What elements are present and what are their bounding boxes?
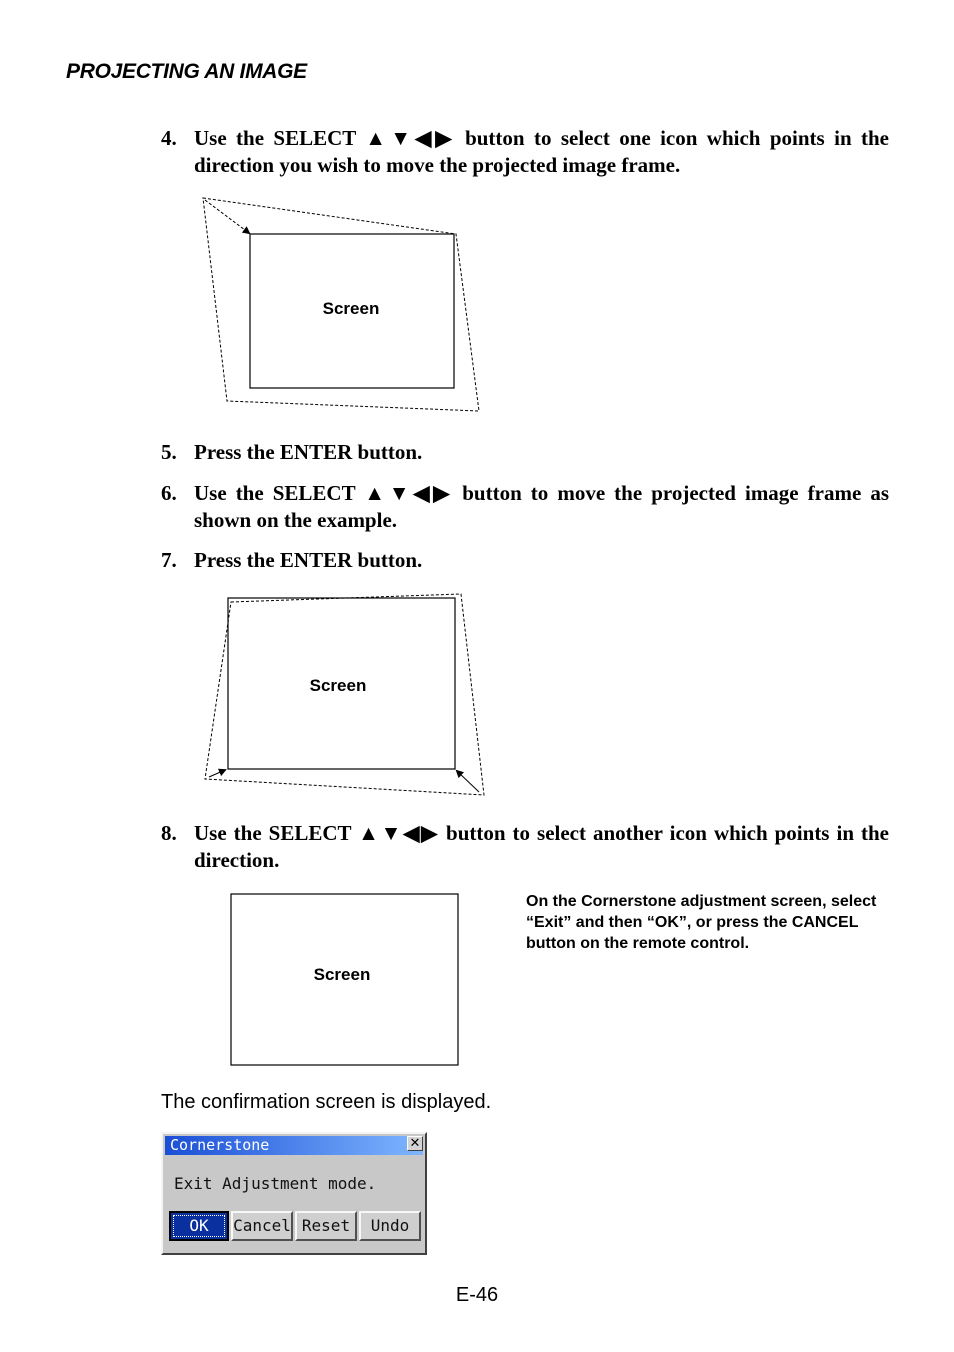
cornerstone-dialog bbox=[161, 1132, 427, 1255]
undo-button[interactable]: Undo bbox=[359, 1211, 421, 1241]
step-number: 4. bbox=[161, 126, 177, 150]
step-5 bbox=[161, 439, 889, 466]
ok-button[interactable]: OK bbox=[169, 1211, 229, 1241]
diagram-final-screen bbox=[225, 888, 465, 1072]
screen-label: Screen bbox=[313, 965, 371, 984]
step-text: Use the SELECT ▲▼◀▶ button to select one icon which points in the direction you wish to move the projected image frame. bbox=[194, 126, 889, 177]
move-arrow bbox=[209, 770, 225, 777]
note-text: On the Cornerstone adjustment screen, select “Exit” and then “OK”, or press the CANCEL button on the remote control. bbox=[526, 893, 877, 952]
screen-label: Screen bbox=[322, 299, 380, 318]
step-7 bbox=[161, 547, 889, 574]
step-number: 7. bbox=[161, 548, 177, 572]
step-4 bbox=[161, 125, 889, 179]
diagram-move-top-left bbox=[195, 190, 490, 420]
dialog-message: Exit Adjustment mode. bbox=[174, 1174, 377, 1193]
move-arrow bbox=[457, 771, 479, 792]
dialog-title: Cornerstone bbox=[165, 1136, 423, 1155]
diagram-moved-frame bbox=[195, 588, 495, 803]
step-6 bbox=[161, 480, 889, 534]
step-number: 6. bbox=[161, 481, 177, 505]
step-text: Use the SELECT ▲▼◀▶ button to move the projected image frame as shown on the example. bbox=[194, 481, 889, 532]
page-number: E-46 bbox=[455, 1284, 499, 1306]
step-text: Use the SELECT ▲▼◀▶ button to select another icon which points in the direction. bbox=[194, 821, 889, 872]
step-8 bbox=[161, 820, 889, 874]
step-text: Press the ENTER button. bbox=[194, 440, 423, 464]
reset-button[interactable]: Reset bbox=[295, 1211, 357, 1241]
move-arrow bbox=[205, 200, 249, 233]
step-number: 8. bbox=[161, 821, 177, 845]
step-text: Press the ENTER button. bbox=[194, 548, 423, 572]
cancel-button[interactable]: Cancel bbox=[231, 1211, 293, 1241]
section-title: PROJECTING AN IMAGE bbox=[66, 60, 307, 83]
step-number: 5. bbox=[161, 440, 177, 464]
close-icon[interactable]: ✕ bbox=[407, 1136, 423, 1151]
confirm-text: The confirmation screen is displayed. bbox=[161, 1091, 492, 1113]
screen-label: Screen bbox=[309, 676, 367, 695]
